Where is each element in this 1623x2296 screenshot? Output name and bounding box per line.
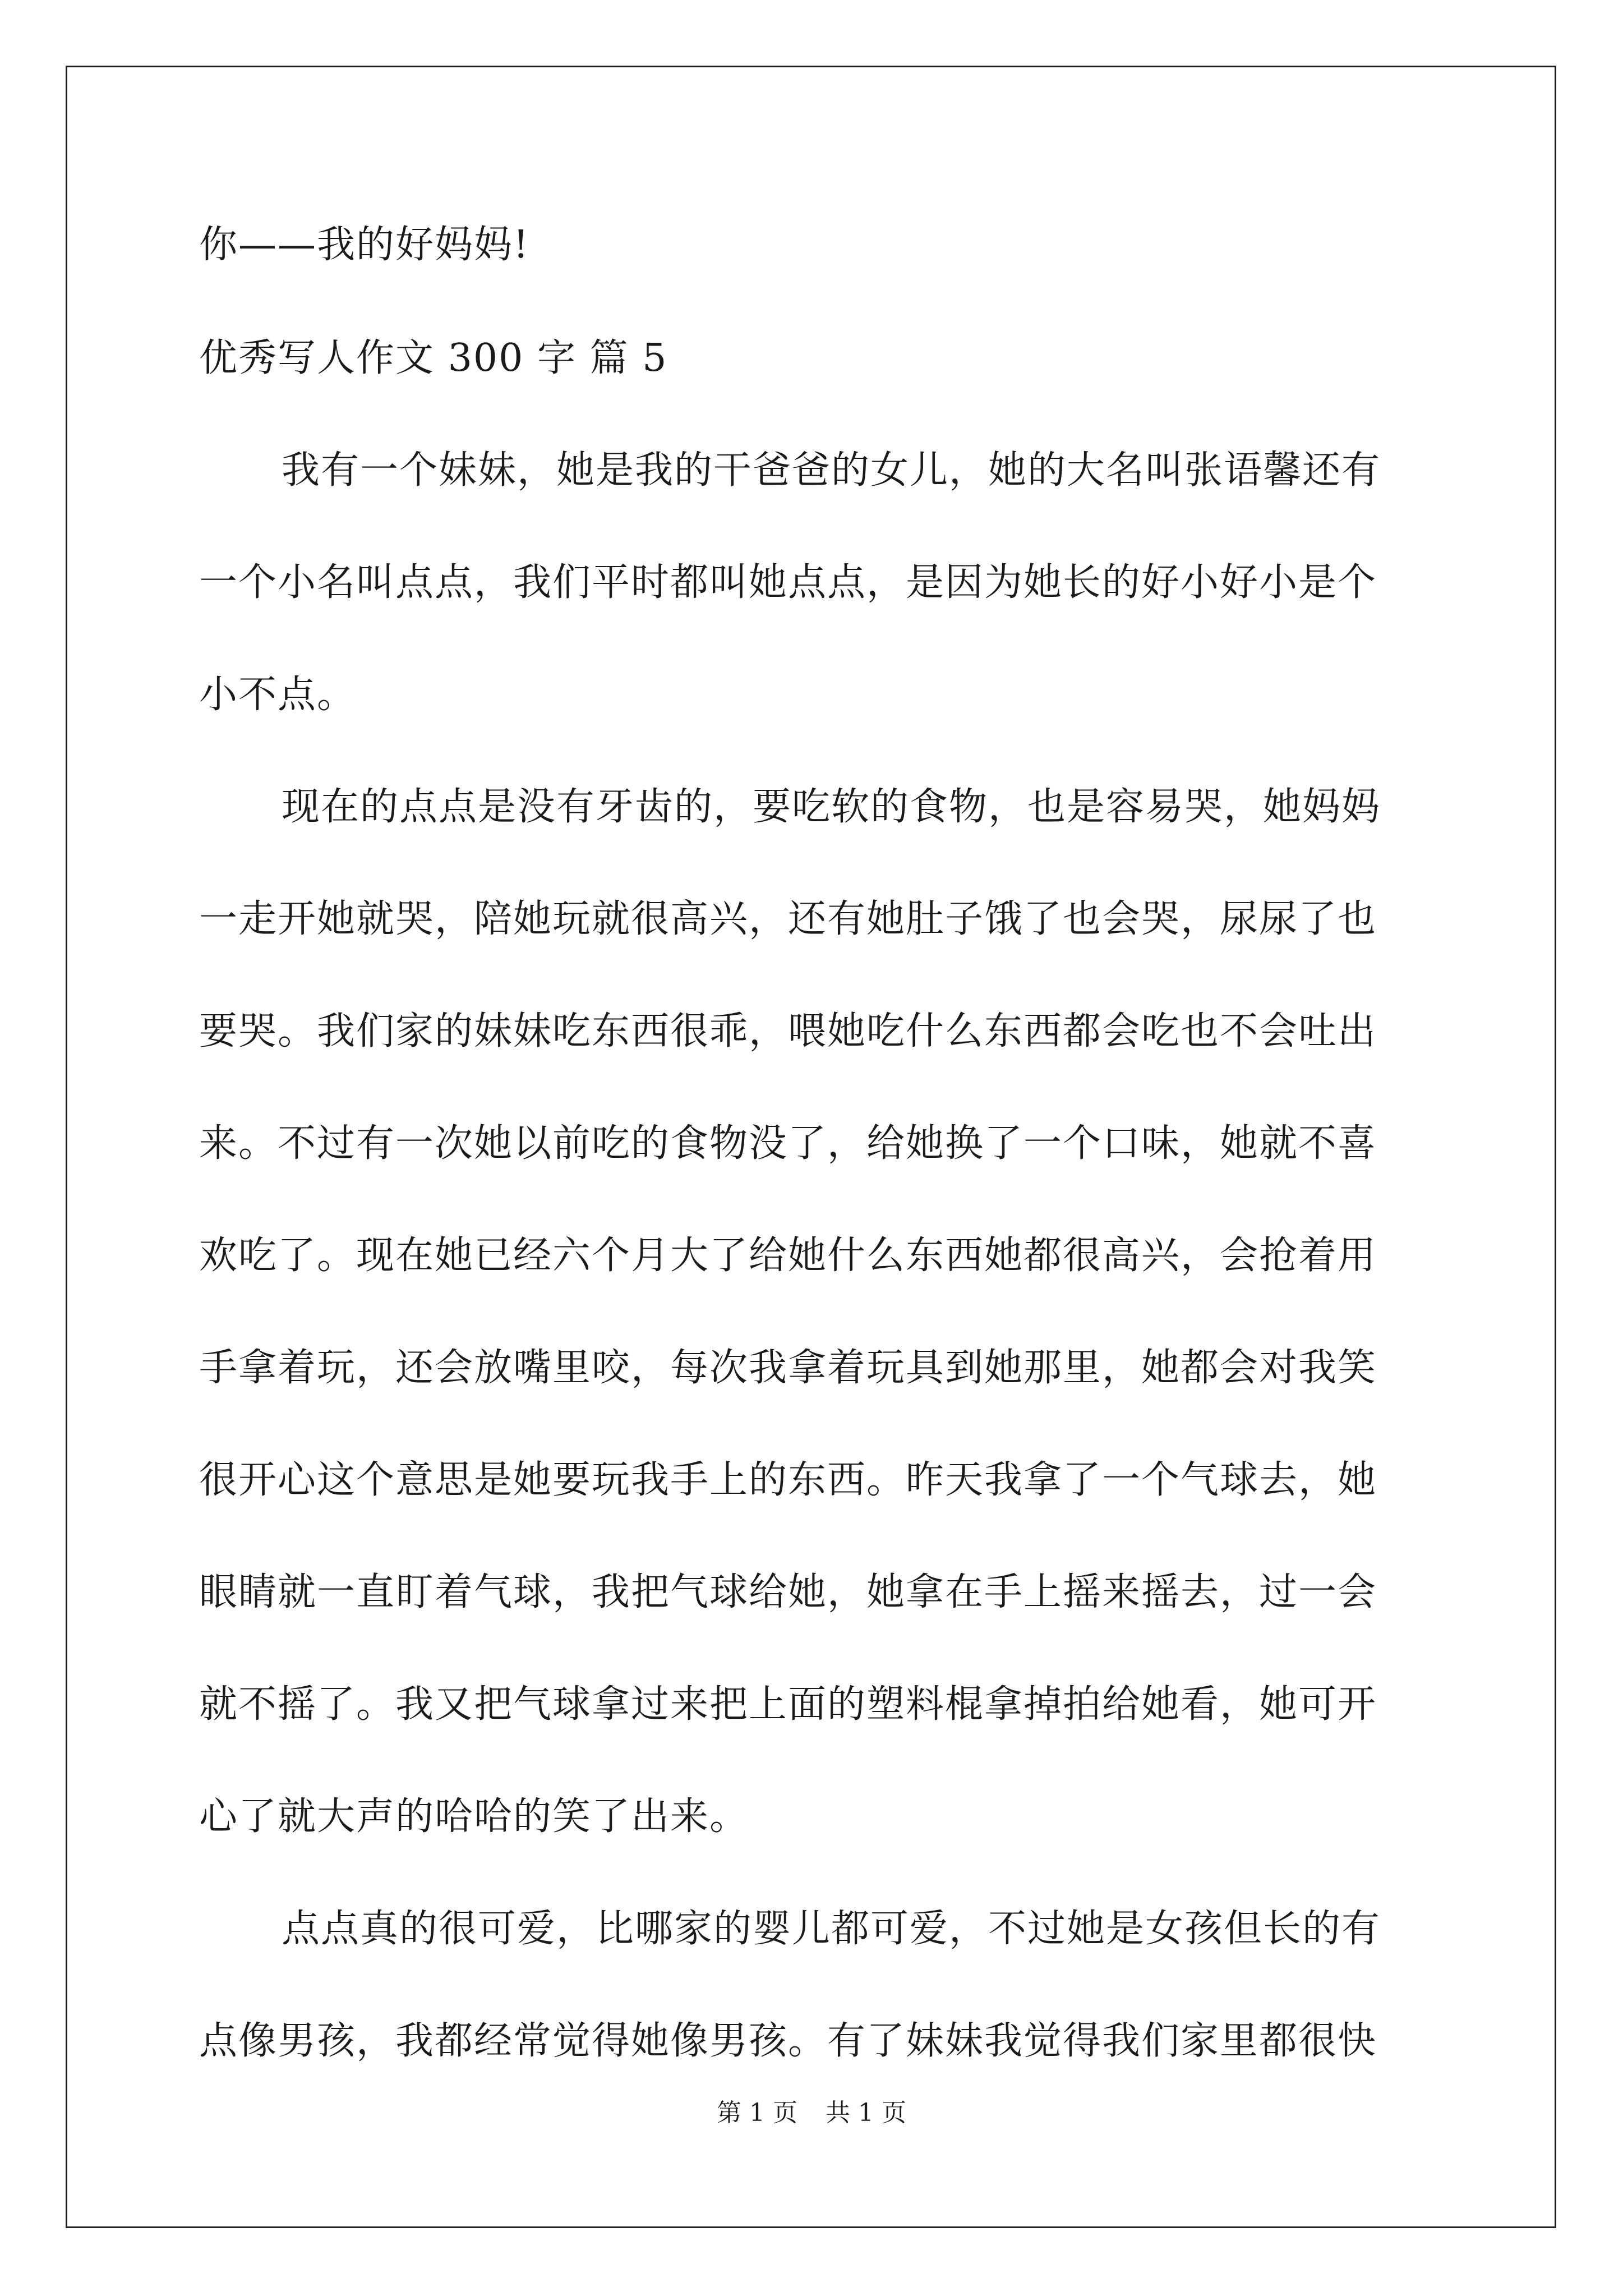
page-number: 第 1 页 (717, 2099, 797, 2127)
closing-line: 你——我的好妈妈! (199, 223, 530, 267)
body-line: 一走开她就哭，陪她玩就很高兴，还有她肚子饿了也会哭，尿尿了也 (199, 897, 1377, 941)
body-line: 就不摇了。我又把气球拿过来把上面的塑料棍拿掉拍给她看，她可开 (199, 1682, 1377, 1727)
body-line: 点像男孩，我都经常觉得她像男孩。有了妹妹我觉得我们家里都很快 (199, 2019, 1377, 2063)
body-line: 手拿着玩，还会放嘴里咬，每次我拿着玩具到她那里，她都会对我笑 (199, 1346, 1377, 1390)
page-total: 共 1 页 (826, 2099, 906, 2127)
body-line: 很开心这个意思是她要玩我手上的东西。昨天我拿了一个气球去，她 (199, 1458, 1377, 1502)
body-line: 眼睛就一直盯着气球，我把气球给她，她拿在手上摇来摇去，过一会 (199, 1570, 1377, 1614)
body-line: 来。不过有一次她以前吃的食物没了，给她换了一个口味，她就不喜 (199, 1121, 1377, 1166)
body-line: 点点真的很可爱，比哪家的婴儿都可爱，不过她是女孩但长的有 (282, 1907, 1381, 1951)
body-line: 欢吃了。现在她已经六个月大了给她什么东西她都很高兴，会抢着用 (199, 1234, 1377, 1278)
body-line: 我有一个妹妹，她是我的干爸爸的女儿，她的大名叫张语馨还有 (282, 448, 1381, 493)
body-line: 一个小名叫点点，我们平时都叫她点点，是因为她长的好小好小是个 (199, 560, 1377, 605)
body-line: 心了就大声的哈哈的笑了出来。 (199, 1795, 749, 1839)
section-heading: 优秀写人作文 300 字 篇 5 (199, 336, 668, 380)
body-line: 小不点。 (199, 673, 357, 717)
body-line: 现在的点点是没有牙齿的，要吃软的食物，也是容易哭，她妈妈 (282, 785, 1381, 829)
body-line: 要哭。我们家的妹妹吃东西很乖，喂她吃什么东西都会吃也不会吐出 (199, 1009, 1377, 1053)
page-footer (0, 2101, 1623, 2125)
